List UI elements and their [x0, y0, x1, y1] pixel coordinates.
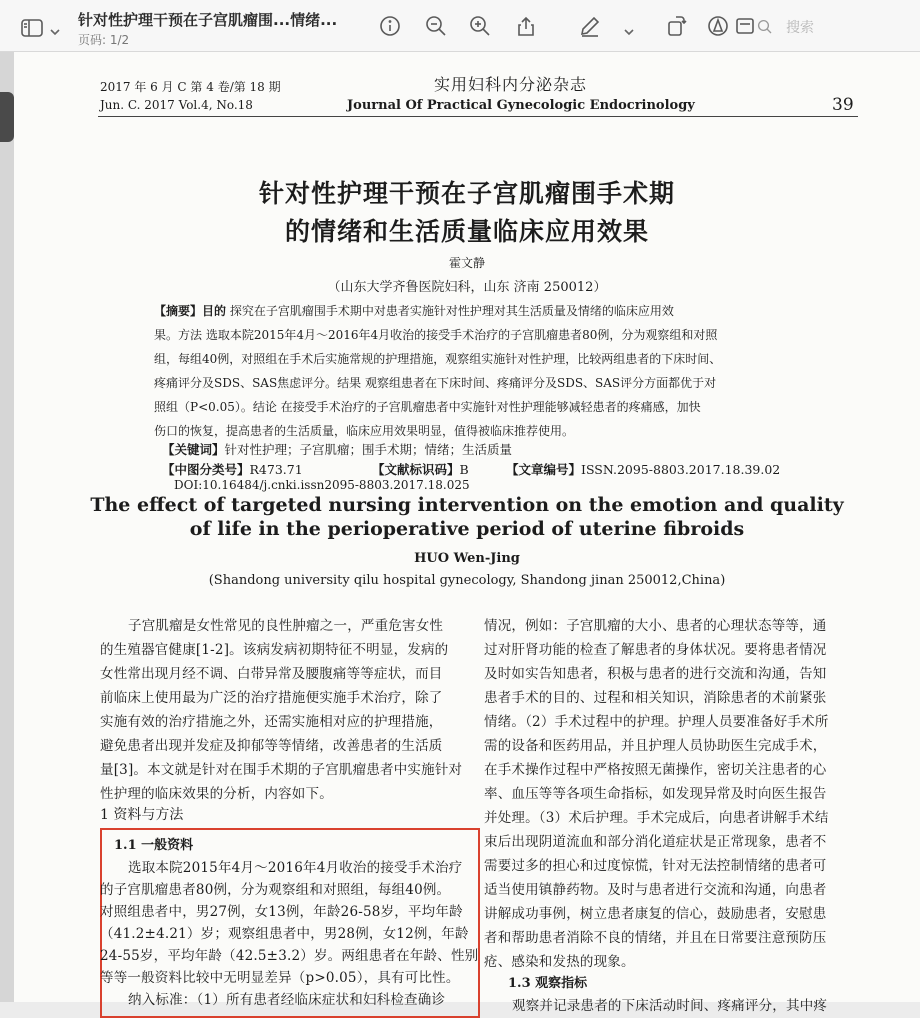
body-line: 24-55岁，平均年龄（42.5±3.2）岁。两组患者在年龄、性别 — [100, 948, 479, 964]
section-heading: 1 资料与方法 — [100, 807, 184, 823]
body-line: 女性常出现月经不调、白带异常及腰腹痛等等症状，而目 — [100, 666, 443, 682]
chevron-down-icon[interactable] — [624, 22, 634, 32]
body-line: 子宫肌瘤是女性常见的良性肿瘤之一，严重危害女性 — [128, 618, 444, 634]
abstract-line: 疼痛评分及SDS、SAS焦虑评分。结果 观察组患者在下床时间、疼痛评分及SDS、SAS评分方面都优于对 — [154, 376, 717, 390]
document-title: 针对性护理干预在子宫肌瘤围...情绪... — [78, 11, 338, 29]
body-line: 率、血压等等各项生命指标，如发现异常及时向医生报告 — [484, 786, 827, 802]
body-line: 纳入标准：（1）所有患者经临床症状和妇科检查确诊 — [128, 992, 446, 1008]
share-icon[interactable] — [512, 12, 540, 40]
header-issue-cn: 2017 年 6 月 C 第 4 卷/第 18 期 — [100, 80, 281, 94]
body-line: 过对肝肾功能的检查了解患者的身体状况。要将患者情况 — [484, 642, 827, 658]
body-line: 避免患者出现并发症及抑郁等等情绪，改善患者的生活质 — [100, 738, 443, 754]
title-en-line2: of life in the perioperative period of uterine fibroids — [189, 518, 745, 540]
subsection-heading: 1.1 一般资料 — [114, 838, 194, 853]
abstract-line: 【摘要】目的 探究在子宫肌瘤围手术期中对患者实施针对性护理对其生活质量及情绪的临床应用效 — [154, 304, 674, 318]
zoom-out-icon[interactable] — [422, 12, 450, 40]
journal-name-en: Journal Of Practical Gynecologic Endocrinology — [347, 98, 695, 113]
body-line: 情况，例如：子宫肌瘤的大小、患者的心理状态等等，通 — [484, 618, 827, 634]
subsection-heading: 1.3 观察指标 — [508, 976, 588, 991]
body-line: 性护理的临床效果的分析，内容如下。 — [100, 786, 333, 802]
rotate-icon[interactable] — [662, 12, 690, 40]
form-fill-icon[interactable] — [734, 12, 756, 40]
affiliation-cn: （山东大学齐鲁医院妇科，山东 济南 250012） — [327, 280, 607, 295]
body-line: 适当使用镇静药物。及时与患者进行交流和沟通，向患者 — [484, 882, 827, 898]
annotate-person-icon[interactable] — [704, 12, 732, 40]
page-indicator: 页码: 1/2 — [78, 33, 130, 47]
body-line: 讲解成功事例，树立患者康复的信心，鼓励患者，安慰患 — [484, 906, 827, 922]
document-code: 【文献标识码】B — [372, 462, 469, 477]
sidebar-icon[interactable] — [18, 14, 46, 42]
body-line: 需的设备和医药用品，并且护理人员协助医生完成手术， — [484, 738, 827, 754]
chevron-down-icon[interactable] — [50, 22, 60, 32]
title-cn-line1: 针对性护理干预在子宫肌瘤围手术期 — [258, 179, 675, 208]
body-line: 在手术操作过程中严格按照无菌操作，密切关注患者的心 — [484, 762, 827, 778]
body-line: 前临床上使用最为广泛的治疗措施便实施手术治疗，除了 — [100, 690, 443, 706]
author-en: HUO Wen-Jing — [414, 551, 520, 566]
search-icon — [756, 18, 774, 36]
body-line: 观察并记录患者的下床活动时间、疼痛评分，其中疼 — [512, 998, 828, 1014]
affiliation-en: (Shandong university qilu hospital gynecology, Shandong jinan 250012,China) — [208, 573, 726, 588]
keywords: 【关键词】针对性护理；子宫肌瘤；围手术期；情绪；生活质量 — [162, 442, 513, 457]
pdf-page — [14, 52, 920, 1014]
body-line: 并处理。（3）术后护理。手术完成后，向患者讲解手术结 — [484, 810, 829, 826]
body-line: 情绪。（2）手术过程中的护理。护理人员要准备好手术所 — [484, 714, 829, 730]
abstract-line: 照组（P<0.05）。结论 在接受手术治疗的子宫肌瘤患者中实施针对性护理能够减轻患者的疼痛感，加快 — [154, 400, 701, 414]
body-line: 量[3]。本文就是针对在围手术期的子宫肌瘤患者中实施针对 — [100, 762, 463, 778]
article-number: 【文章编号】ISSN.2095-8803.2017.18.39.02 — [506, 462, 781, 477]
title-cn-line2: 的情绪和生活质量临床应用效果 — [284, 217, 649, 246]
body-line: （41.2±4.21）岁；观察组患者中，男28例，女12例，年龄 — [100, 926, 469, 942]
body-line: 实施有效的治疗措施之外，还需实施相对应的护理措施， — [100, 714, 443, 730]
body-line: 疮、感染和发热的现象。 — [484, 954, 635, 970]
body-line: 选取本院2015年4月～2016年4月收治的接受手术治疗 — [128, 860, 463, 876]
body-line: 的生殖器官健康[1-2]。该病发病初期特征不明显，发病的 — [100, 642, 449, 658]
body-line: 患者手术的目的、过程和相关知识，消除患者的术前紧张 — [484, 690, 827, 706]
clc-number: 【中图分类号】R473.71 — [162, 462, 303, 477]
window-edge — [0, 52, 14, 1002]
viewer-toolbar — [0, 0, 920, 52]
header-issue-en: Jun. C. 2017 Vol.4, No.18 — [100, 98, 253, 112]
abstract-line: 果。方法 选取本院2015年4月～2016年4月收治的接受手术治疗的子宫肌瘤患者80例，分为观察组和对照 — [154, 328, 718, 342]
body-line: 束后出现阴道流血和部分消化道症状是正常现象，患者不 — [484, 834, 827, 850]
abstract-line: 组，每组40例，对照组在手术后实施常规的护理措施，观察组实施针对性护理，比较两组患者的下床时间、 — [154, 352, 722, 366]
search-field[interactable] — [756, 12, 916, 42]
body-line: 需要过多的担心和过度惊慌，针对无法控制情绪的患者可 — [484, 858, 827, 874]
title-en-line1: The effect of targeted nursing intervention on the emotion and quality — [90, 494, 844, 516]
page-number: 39 — [832, 95, 854, 115]
doi: DOI:10.16484/j.cnki.issn2095-8803.2017.18.025 — [174, 478, 470, 492]
body-line: 的子宫肌瘤患者80例，分为观察组和对照组，每组40例。 — [100, 882, 451, 898]
body-line: 者和帮助患者消除不良的情绪，并且在日常要注意预防压 — [484, 930, 827, 946]
abstract-line: 伤口的恢复，提高患者的生活质量，临床应用效果明显，值得被临床推荐使用。 — [154, 424, 575, 438]
author-cn: 霍文静 — [448, 256, 485, 270]
journal-name-cn: 实用妇科内分泌杂志 — [434, 75, 588, 94]
header-rule — [98, 116, 858, 117]
edge-tab — [0, 92, 14, 142]
body-line: 等等一般资料比较中无明显差异（p>0.05），具有可比性。 — [100, 970, 460, 986]
search-placeholder: 搜索 — [786, 20, 814, 36]
info-icon[interactable] — [376, 12, 404, 40]
body-line: 对照组患者中，男27例，女13例，年龄26-58岁，平均年龄 — [100, 904, 463, 920]
markup-pen-icon[interactable] — [576, 12, 604, 40]
body-line: 及时如实告知患者，积极与患者的进行交流和沟通，告知 — [484, 666, 827, 682]
zoom-in-icon[interactable] — [466, 12, 494, 40]
